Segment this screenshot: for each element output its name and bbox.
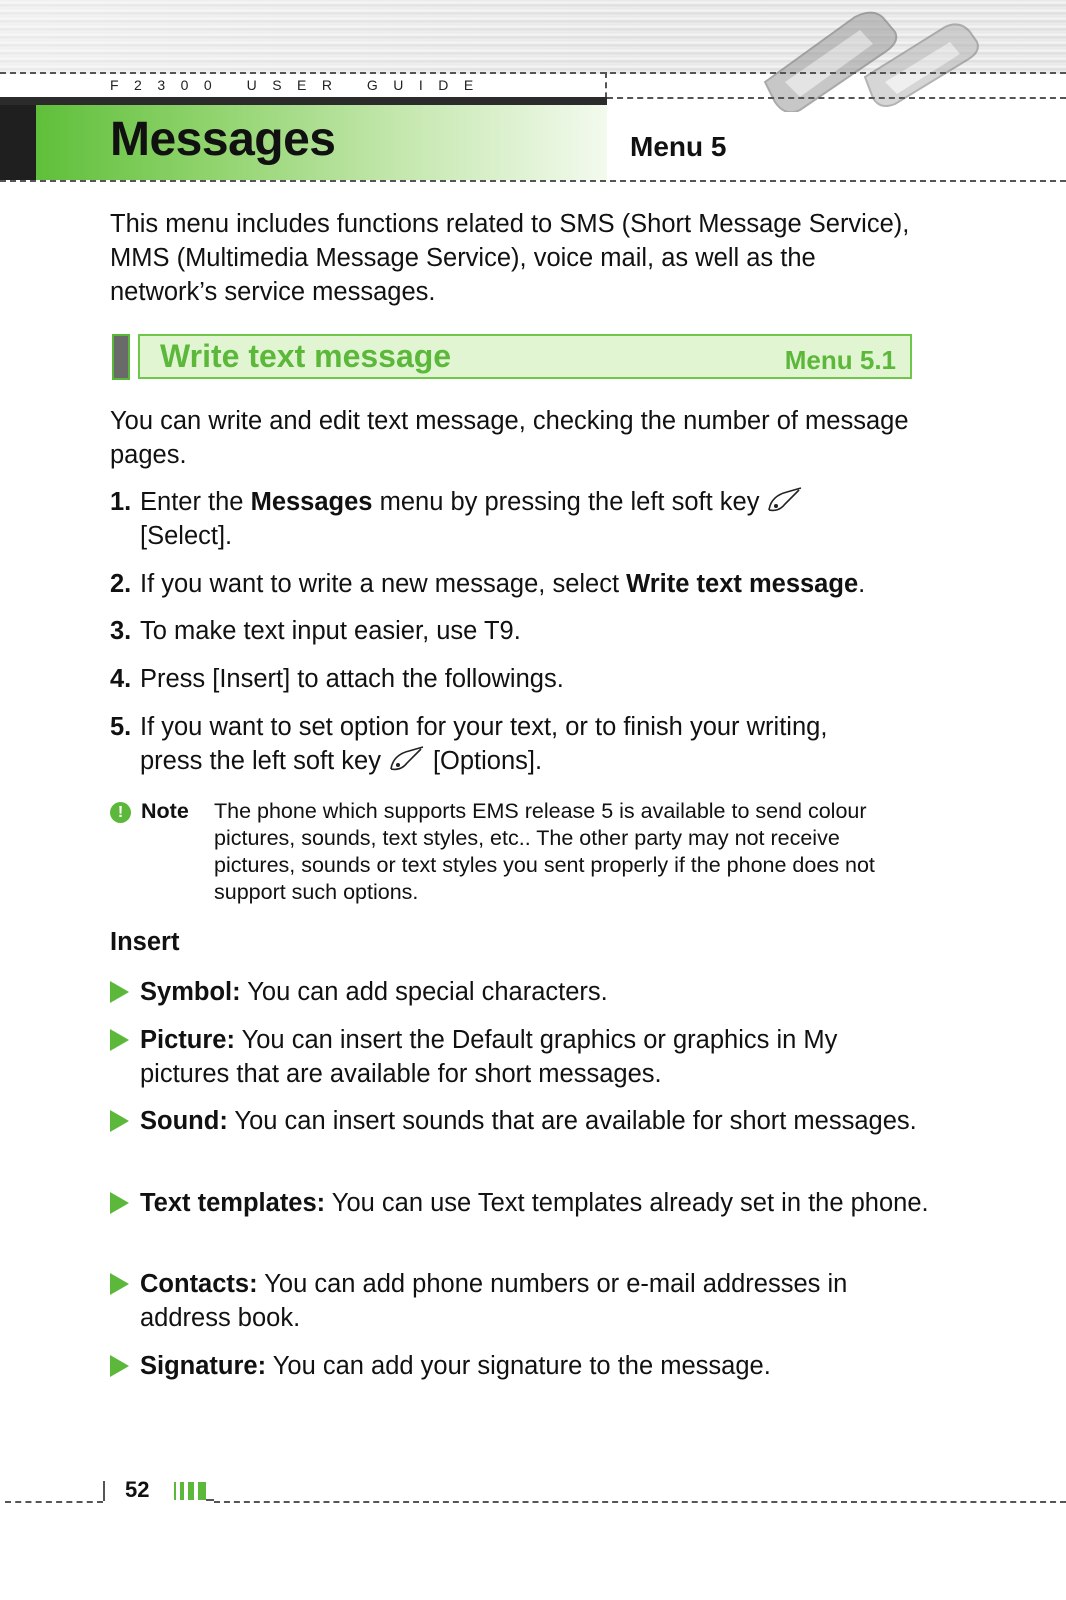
item-desc: You can insert the Default graphics or graphics in My pictures that are available for short messages. (140, 1026, 838, 1088)
list-item (110, 1104, 930, 1138)
header-dashed-rule-right (607, 97, 1066, 99)
header-dashed-rule-bottom (0, 180, 1066, 182)
item-desc: You can add phone numbers or e-mail addresses in address book. (140, 1270, 848, 1332)
note-label: Note (141, 799, 189, 823)
step-1 (110, 485, 930, 553)
bullet-arrow-icon (110, 981, 129, 1003)
list-item (110, 1023, 930, 1091)
step-number: 3. (110, 617, 132, 645)
step-text: Enter the (140, 488, 251, 516)
footer-dashed-rule-right (214, 1501, 1066, 1503)
note-text: The phone which supports EMS release 5 is available to send colour pictures, sounds, text styles, etc.. The other party may not receive pictures, sounds or text styles you sent properly if the phone does not support such options. (214, 799, 875, 904)
item-desc: You can use Text templates already set in the phone. (325, 1189, 929, 1217)
list-item (110, 1349, 930, 1383)
item-term: Signature: (140, 1352, 267, 1380)
step-3 (110, 614, 930, 648)
step-continuation (110, 744, 930, 778)
step-number: 4. (110, 665, 132, 693)
item-desc: You can add your signature to the message. (266, 1352, 771, 1380)
subsection-title: Write text message (160, 338, 452, 374)
bullet-arrow-icon (110, 1029, 129, 1051)
item-desc: You can add special characters. (240, 978, 608, 1006)
subsection-header (138, 334, 912, 379)
item-desc: You can insert sounds that are available for short messages. (227, 1107, 917, 1135)
step-text: menu by pressing the left soft key (372, 488, 760, 516)
step-text: . (858, 570, 866, 598)
subsection-menu-label: Menu 5.1 (784, 345, 896, 375)
bullet-arrow-icon (110, 1355, 129, 1377)
item-term: Contacts: (140, 1270, 258, 1298)
item-term: Picture: (140, 1026, 235, 1054)
menu-label: Menu 5 (630, 131, 727, 162)
note-icon: ! (110, 802, 131, 823)
subsection-marker (112, 334, 130, 380)
footer-bars-graphic (174, 1480, 214, 1502)
step-text: If you want to set option for your text, or to finish your writing, (140, 713, 828, 741)
soft-key-left-icon (765, 486, 805, 516)
item-term: Sound: (140, 1107, 228, 1135)
header-left-block (0, 105, 36, 180)
footer-tick (103, 1481, 105, 1501)
list-item (110, 1267, 930, 1335)
step-continuation: [Select]. (140, 522, 233, 550)
guide-title: F2300 USER GUIDE (110, 77, 489, 93)
header-dashed-rule-top (0, 72, 1066, 74)
footer-dashed-rule-left (5, 1501, 103, 1503)
phone-graphic (745, 2, 995, 112)
header-dark-bar (0, 97, 607, 105)
step-text: To make text input easier, use T9. (140, 617, 521, 645)
step-5 (110, 710, 930, 778)
step-text: Press [Insert] to attach the followings. (140, 665, 564, 693)
page-number: 52 (125, 1477, 150, 1502)
list-item (110, 1186, 930, 1220)
step-number: 1. (110, 488, 132, 516)
intro-paragraph: This menu includes functions related to SMS (Short Message Service), MMS (Multimedia Message Service), voice mail, as well as the network’s service messages. (110, 210, 910, 306)
step-4 (110, 662, 930, 696)
step-number: 2. (110, 570, 132, 598)
step-text: [Options]. (432, 747, 543, 775)
step-2 (110, 567, 930, 601)
page-title: Messages (110, 113, 336, 166)
step-number: 5. (110, 713, 132, 741)
step-bold: Write text message (626, 570, 859, 598)
soft-key-left-icon (387, 745, 427, 775)
insert-heading: Insert (110, 928, 180, 956)
step-text: If you want to write a new message, select (140, 570, 627, 598)
item-term: Symbol: (140, 978, 241, 1006)
step-bold: Messages (250, 488, 373, 516)
bullet-arrow-icon (110, 1273, 129, 1295)
item-term: Text templates: (140, 1189, 326, 1217)
bullet-arrow-icon (110, 1192, 129, 1214)
bullet-arrow-icon (110, 1110, 129, 1132)
step-text: press the left soft key (140, 747, 381, 775)
subsection-intro: You can write and edit text message, checking the number of message pages. (110, 407, 909, 469)
list-item (110, 975, 930, 1009)
